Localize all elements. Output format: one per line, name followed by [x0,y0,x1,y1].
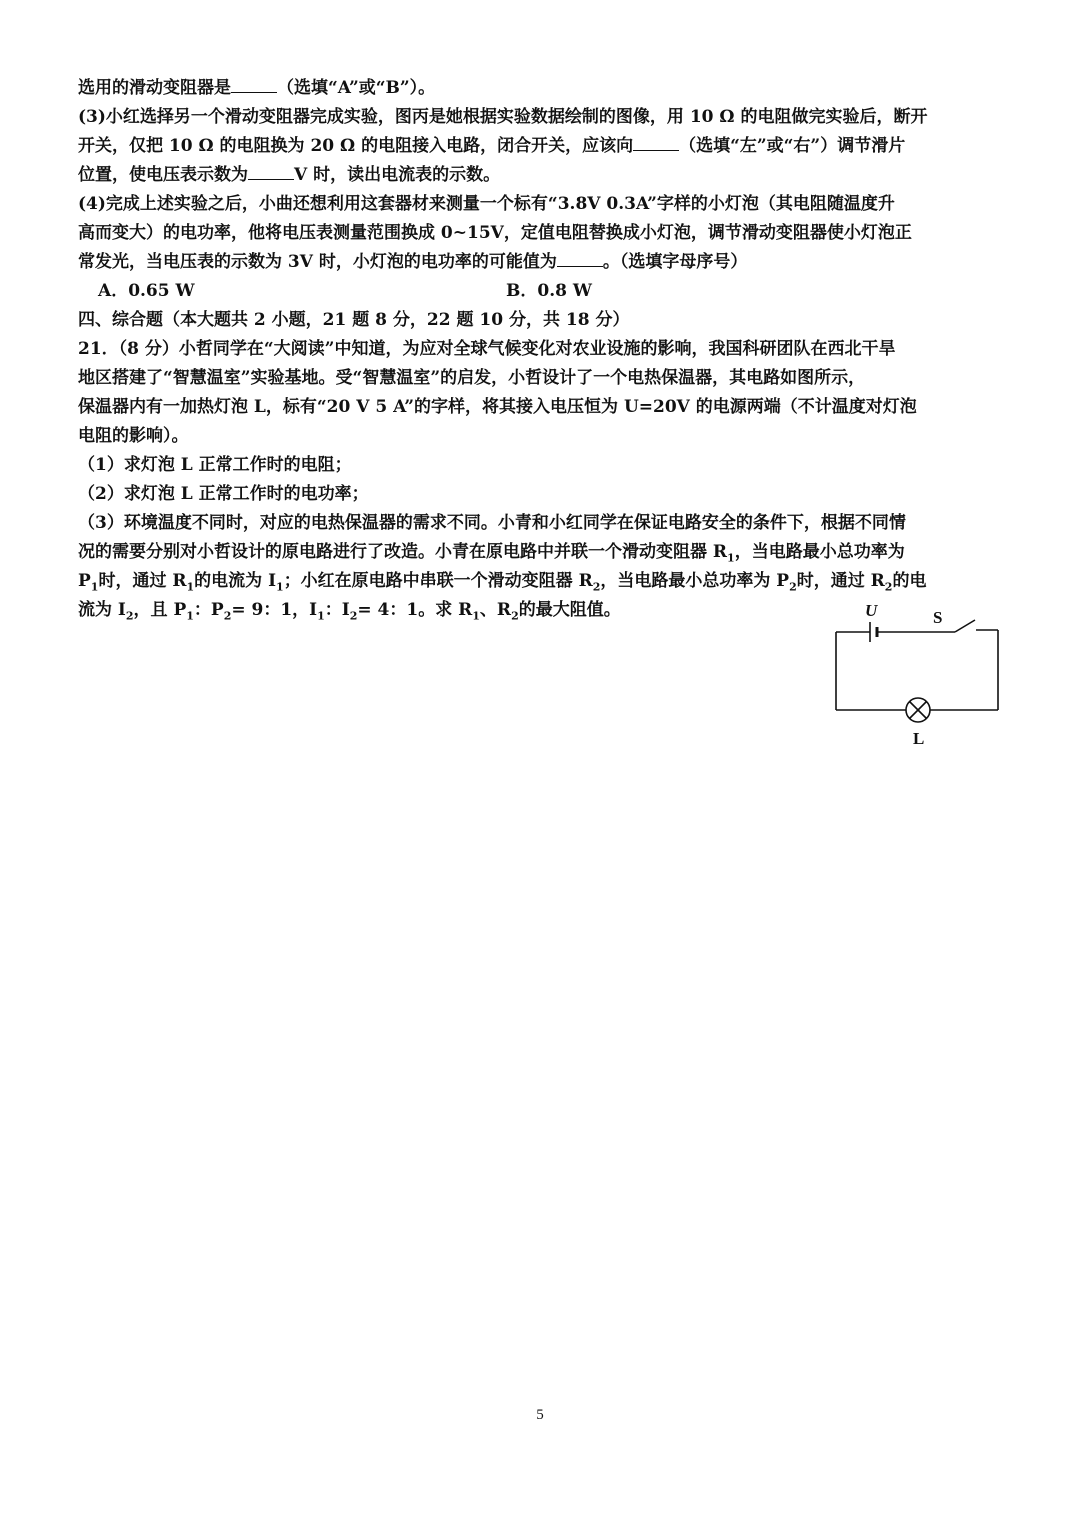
answer-blank [248,178,294,180]
subscript: 2 [125,609,134,623]
answer-blank [633,149,679,151]
subscript: 1 [317,609,325,623]
text: ：P [193,600,224,620]
q21-line-4 [78,422,1013,451]
text: 的电 [892,571,927,591]
text: 。（选填字母序号） [602,252,748,272]
q21-sub-3-line-2 [78,538,1013,567]
subscript: 1 [276,580,284,594]
text: 的最大阻值。 [518,600,621,620]
text: V 时，读出电流表的示数。 [294,165,501,185]
exam-text [78,74,1013,625]
q21-line-2 [78,364,1013,393]
subscript: 2 [592,580,601,594]
text: (4)完成上述实验之后，小曲还想利用这套器材来测量一个标有“3.8V 0.3A”字样的小灯泡（其电阻随温度升 [78,194,895,214]
text: 四、综合题（本大题共 2 小题，21 题 8 分，22 题 10 分，共 18 分） [78,310,630,330]
q21-sub-1 [78,451,1013,480]
section-heading [78,306,1013,335]
q21-sub-3-line-1 [78,509,1013,538]
subscript: 2 [884,580,893,594]
subscript: 1 [90,580,99,594]
q20-options [78,277,1013,306]
text: 保温器内有一加热灯泡 L，标有“20 V 5 A”的字样，将其接入电压恒为 U=20V 的电源两端（不计温度对灯泡 [78,397,917,417]
text: 况的需要分别对小哲设计的原电路进行了改造。小青在原电路中并联一个滑动变阻器 R [78,542,728,562]
text: 位置，使电压表示数为 [78,165,248,185]
q21-line-3 [78,393,1013,422]
text: （2）求灯泡 L 正常工作时的电功率； [78,484,369,504]
option-b: B．0.8 W [506,281,592,301]
option-a: A．0.65 W [98,281,195,301]
q20-part4-line-1 [78,190,1013,219]
text: P [78,571,91,591]
text: （1）求灯泡 L 正常工作时的电阻； [78,455,352,475]
text: ；小红在原电路中串联一个滑动变阻器 R [283,571,593,591]
text: 选用的滑动变阻器是 [78,78,231,98]
q20-part3-line-1 [78,103,1013,132]
text: 开关，仅把 10 Ω 的电阻换为 20 Ω 的电阻接入电路，闭合开关，应该向 [78,136,634,156]
text: 电阻的影响）。 [78,426,189,446]
text: （选填“A”或“B”）。 [277,78,436,98]
text: 的电流为 I [194,571,277,591]
text: ，当电路最小总功率为 P [600,571,790,591]
text: 时，通过 R [796,571,885,591]
subscript: 2 [349,609,358,623]
q20-part3-line-3 [78,161,1013,190]
page-number: 5 [536,1407,544,1423]
answer-blank [557,265,603,267]
text: 常发光，当电压表的示数为 3V 时，小灯泡的电功率的可能值为 [78,252,557,272]
subscript: 1 [472,609,480,623]
text: = 9：1，I [231,600,318,620]
q21-sub-2 [78,480,1013,509]
q20-line-1 [78,74,1013,103]
subscript: 2 [223,609,232,623]
q20-part3-line-2 [78,132,1013,161]
text: 、R [479,600,512,620]
q21-line-1 [78,335,1013,364]
text: 流为 I [78,600,126,620]
subscript: 1 [727,551,735,565]
text: 地区搭建了“智慧温室”实验基地。受“智慧温室”的启发，小哲设计了一个电热保温器，其电路如图所示， [78,368,866,388]
subscript: 1 [186,609,194,623]
text: 时，通过 R [98,571,187,591]
q21-sub-3-line-3 [78,567,1013,596]
subscript: 1 [186,580,195,594]
text: （3）环境温度不同时，对应的电热保温器的需求不同。小青和小红同学在保证电路安全的条件下，根据不同情 [78,513,906,533]
label-l: L [913,729,925,748]
subscript: 2 [789,580,797,594]
text: (3)小红选择另一个滑动变阻器完成实验，图丙是她根据实验数据绘制的图像，用 10 Ω 的电阻做完实验后，断开 [78,107,928,127]
label-u: U [865,601,878,620]
q20-part4-line-3 [78,248,1013,277]
text: 高而变大）的电功率，他将电压表测量范围换成 0~15V，定值电阻替换成小灯泡，调节滑动变阻器使小灯泡正 [78,223,912,243]
q20-part4-line-2 [78,219,1013,248]
text: ，且 P [133,600,187,620]
text: = 4：1。求 R [357,600,473,620]
label-s: S [933,608,943,627]
circuit-diagram [828,596,1008,754]
text: （选填“左”或“右”）调节滑片 [679,136,906,156]
text: 21．（8 分）小哲同学在“大阅读”中知道，为应对全球气候变化对农业设施的影响，我国科研团队在西北干旱 [78,339,896,359]
subscript: 2 [511,609,519,623]
text: ，当电路最小总功率为 [734,542,905,562]
text: ：I [324,600,350,620]
switch-lever [955,620,975,632]
answer-blank [231,91,277,93]
